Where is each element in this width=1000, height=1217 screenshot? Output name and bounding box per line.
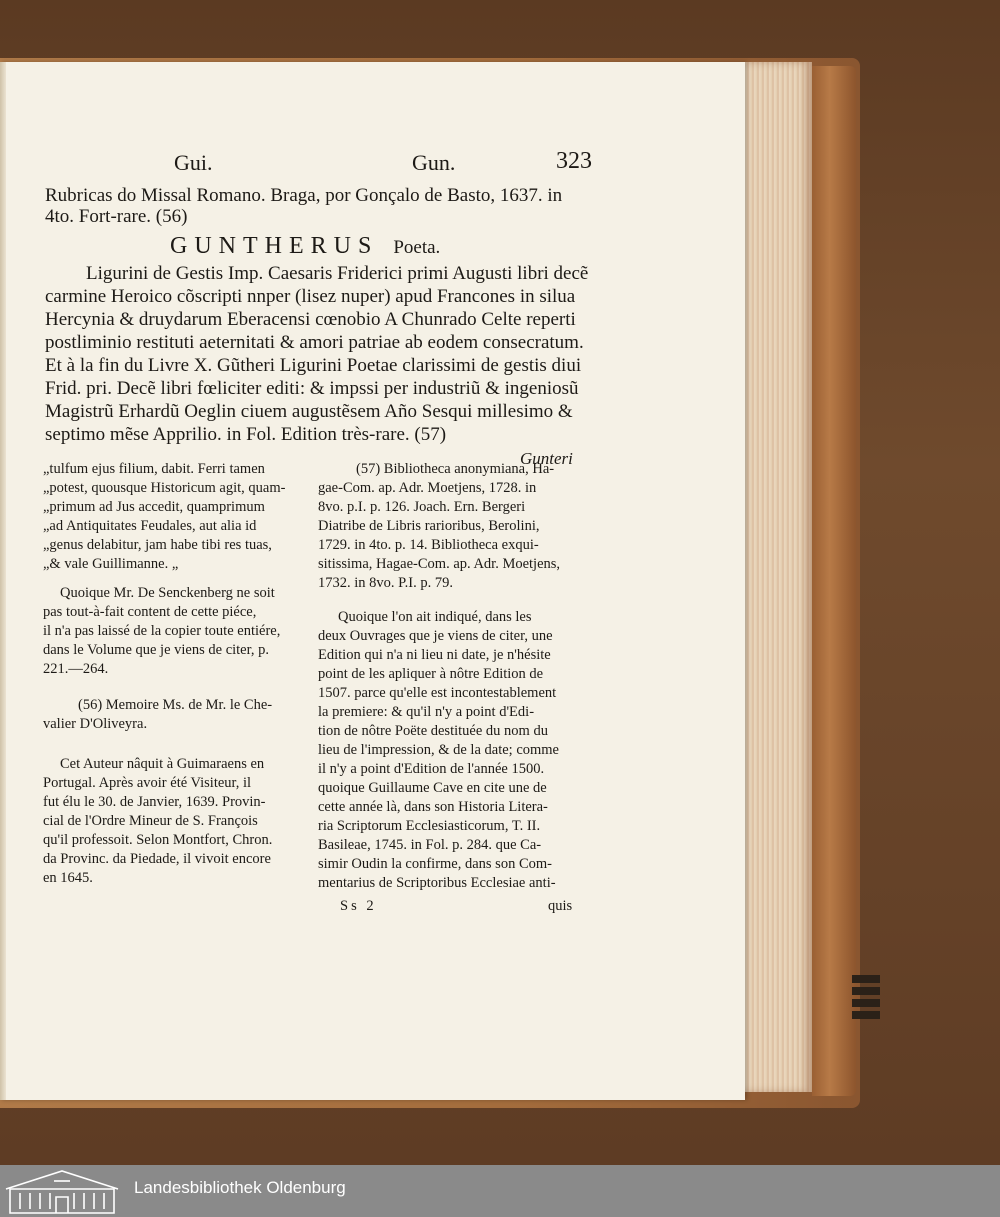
right-note-line: cette année là, dans son Historia Litera- <box>318 799 548 815</box>
section-title <box>170 233 440 260</box>
senckenberg-line: Quoique Mr. De Senckenberg ne soit <box>60 585 275 601</box>
catchword-bottom: quis <box>548 898 573 914</box>
footnote-57-line: Diatribe de Libris rarioribus, Berolini, <box>318 518 540 534</box>
left-quote-line: „primum ad Jus accedit, quamprimum <box>43 499 265 515</box>
senckenberg-line: pas tout-à-fait content de cette piéce, <box>43 604 257 620</box>
footnote-57-line: (57) Bibliotheca anonymiana, Ha- <box>356 461 555 477</box>
main-paragraph-line: Hercynia & druydarum Eberacensi cœnobio A Chunrado Celte reperti <box>45 309 576 330</box>
gutter-shadow <box>0 62 6 1100</box>
author-note-line: en 1645. <box>43 870 93 886</box>
author-note-line: cial de l'Ordre Mineur de S. François <box>43 813 258 829</box>
footnote-57-line: 1729. in 4to. p. 14. Bibliotheca exqui- <box>318 537 539 553</box>
left-quote-line: „tulfum ejus filium, dabit. Ferri tamen <box>43 461 265 477</box>
footer-bar <box>0 1165 1000 1217</box>
running-head <box>40 150 590 180</box>
right-note-line: deux Ouvrages que je viens de citer, une <box>318 628 553 644</box>
right-note-line: mentarius de Scriptoribus Ecclesiae anti- <box>318 875 556 891</box>
left-quote-line: „genus delabitur, jam habe tibi res tuas, <box>43 537 272 553</box>
right-note-line: simir Oudin la confirme, dans son Com- <box>318 856 552 872</box>
main-paragraph-line: postliminio restituti aeternitati & amori patriae ab eodem consecratum. <box>45 332 584 353</box>
footnote-57-line: sitissima, Hagae-Com. ap. Adr. Moetjens, <box>318 556 561 572</box>
main-paragraph-line: carmine Heroico cõscripti nnper (lisez nuper) apud Francones in silua <box>45 286 576 307</box>
text-line: Rubricas do Missal Romano. Braga, por Gonçalo de Basto, 1637. in <box>45 185 563 206</box>
footnote-56-line: (56) Memoire Ms. de Mr. le Che- <box>78 697 273 713</box>
section-title-suffix: Poeta. <box>393 237 441 258</box>
right-note-line: tion de nôtre Poëte destituée du nom du <box>318 723 548 739</box>
library-building-logo[interactable] <box>2 1167 122 1215</box>
author-note-line: Portugal. Après avoir été Visiteur, il <box>43 775 252 791</box>
signature-mark: Ss 2 <box>340 898 377 914</box>
senckenberg-line: 221.—264. <box>43 661 109 677</box>
scan-color-marks <box>852 975 880 1035</box>
page-number: 323 <box>556 148 592 174</box>
library-name: Landesbibliothek Oldenburg <box>134 1178 346 1197</box>
right-note-line: point de les apliquer à nôtre Edition de <box>318 666 544 682</box>
left-quote-line: „ad Antiquitates Feudales, aut alia id <box>43 518 257 534</box>
author-note-line: Cet Auteur nâquit à Guimaraens en <box>60 756 265 772</box>
right-note-line: Basileae, 1745. in Fol. p. 284. que Ca- <box>318 837 542 853</box>
right-note-line: la premiere: & qu'il n'y a point d'Edi- <box>318 704 535 720</box>
right-note-line: Edition qui n'a ni lieu ni date, je n'hésite <box>318 647 551 663</box>
senckenberg-line: dans le Volume que je viens de citer, p. <box>43 642 269 658</box>
section-title-name: GUNTHERUS <box>170 233 379 259</box>
running-head-center: Gun. <box>412 150 456 175</box>
running-head-left: Gui. <box>174 150 213 175</box>
catchword-top: Gunteri <box>520 449 573 468</box>
page-edges <box>740 62 812 1092</box>
author-note-line: da Provinc. da Piedade, il vivoit encore <box>43 851 271 867</box>
author-note-line: qu'il professoit. Selon Montfort, Chron. <box>43 832 273 848</box>
main-paragraph-line: Et à la fin du Livre X. Gũtheri Ligurini Poetae clarissimi de gestis diui <box>45 355 582 376</box>
right-note-line: il n'y a point d'Edition de l'année 1500. <box>318 761 545 777</box>
book-spine-edge <box>812 66 856 1096</box>
right-note-line: ria Scriptorum Ecclesiasticorum, T. II. <box>318 818 541 834</box>
main-paragraph-line: Magistrũ Erhardũ Oeglin ciuem augustẽsem Año Sesqui millesimo & <box>45 401 573 422</box>
left-quote-line: „potest, quousque Historicum agit, quam- <box>43 480 286 496</box>
author-note-line: fut élu le 30. de Janvier, 1639. Provin- <box>43 794 266 810</box>
footnote-57-line: 8vo. p.I. p. 126. Joach. Ern. Bergeri <box>318 499 526 515</box>
text-line: 4to. Fort-rare. (56) <box>45 206 188 227</box>
main-paragraph-line: septimo mẽse Apprilio. in Fol. Edition très-rare. (57) <box>45 424 447 445</box>
footnote-56-line: valier D'Oliveyra. <box>43 716 148 732</box>
footnote-57-line: gae-Com. ap. Adr. Moetjens, 1728. in <box>318 480 537 496</box>
left-quote-line: „& vale Guillimanne. „ <box>43 556 179 572</box>
right-note-line: lieu de l'impression, & de la date; comme <box>318 742 559 758</box>
right-note-line: quoique Guillaume Cave en cite une de <box>318 780 547 796</box>
right-note-line: 1507. parce qu'elle est incontestablement <box>318 685 557 701</box>
footnote-57-line: 1732. in 8vo. P.I. p. 79. <box>318 575 453 591</box>
main-paragraph-line: Ligurini de Gestis Imp. Caesaris Friderici primi Augusti libri decẽ <box>86 263 589 284</box>
main-paragraph-line: Frid. pri. Decẽ libri fœliciter editi: & impssi per industriũ & ingeniosũ <box>45 378 579 399</box>
senckenberg-line: il n'a pas laissé de la copier toute entiére, <box>43 623 281 639</box>
right-note-line: Quoique l'on ait indiqué, dans les <box>338 609 532 625</box>
